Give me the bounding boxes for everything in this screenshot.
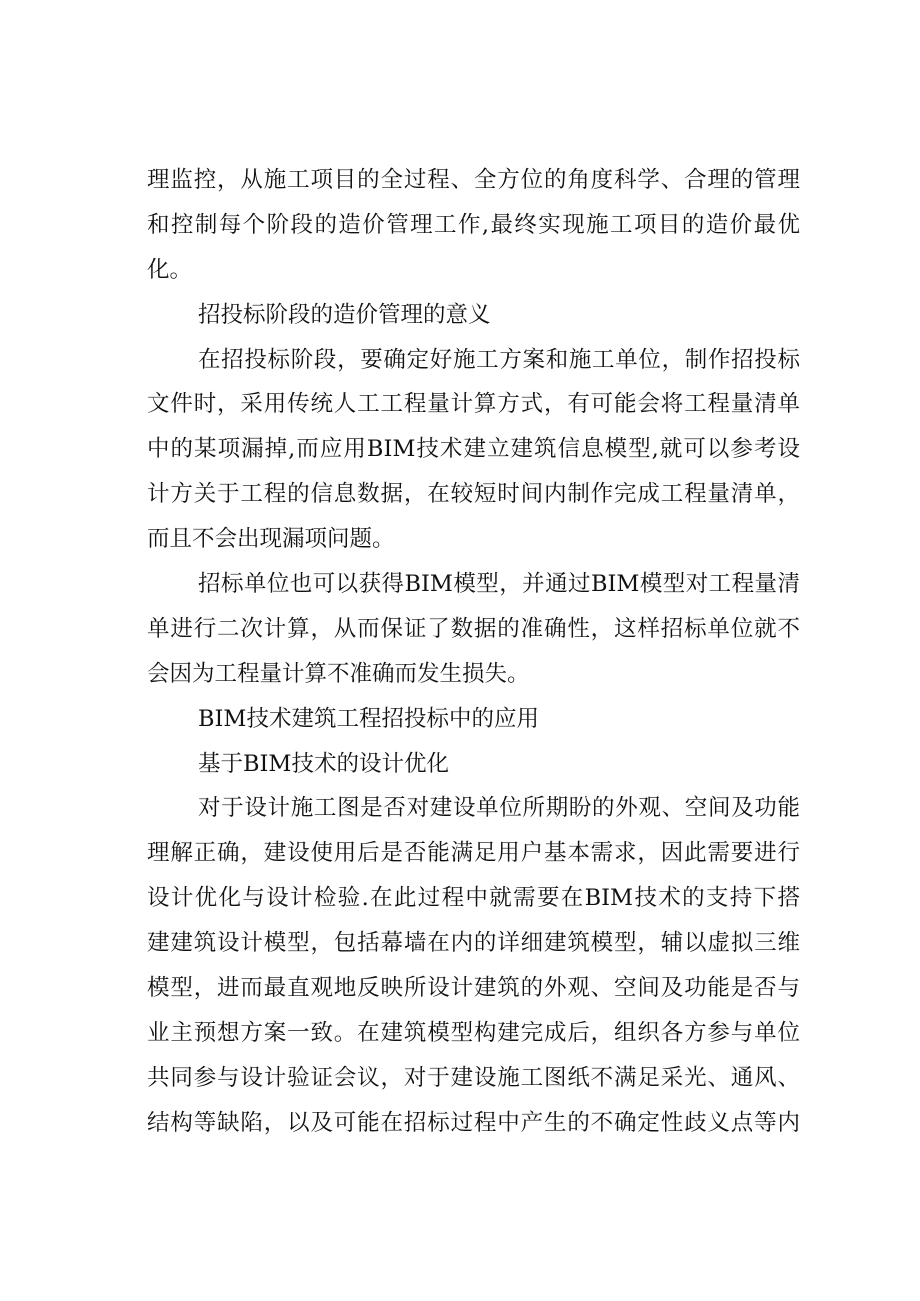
text-line: 业主预想方案一致。在建筑模型构建完成后，组织各方参与单位 bbox=[147, 1019, 800, 1046]
text-line: 理解正确，建设使用后是否能满足用户基本需求，因此需要进行 bbox=[147, 840, 800, 867]
section-heading bbox=[147, 742, 800, 787]
paragraph bbox=[147, 158, 800, 293]
text-line: 共同参与设计验证会议，对于建设施工图纸不满足采光、通风、 bbox=[147, 1064, 800, 1091]
text-line: 招标单位也可以获得BIM模型，并通过BIM模型对工程量清 bbox=[198, 571, 800, 598]
paragraph bbox=[147, 338, 800, 562]
text-line: 设计优化与设计检验.在此过程中就需要在BIM技术的支持下搭 bbox=[147, 885, 800, 912]
text-line: 文件时，采用传统人工工程量计算方式，有可能会将工程量清单 bbox=[147, 391, 800, 418]
heading-text: BIM技术建筑工程招投标中的应用 bbox=[198, 705, 539, 732]
heading-text: 招投标阶段的造价管理的意义 bbox=[198, 301, 491, 328]
text-line: 模型，进而最直观地反映所设计建筑的外观、空间及功能是否与 bbox=[147, 975, 800, 1002]
text-line: 建建筑设计模型，包括幕墙在内的详细建筑模型，辅以虚拟三维 bbox=[147, 930, 800, 957]
heading-text: 基于BIM技术的设计优化 bbox=[198, 750, 449, 777]
document-page bbox=[147, 158, 800, 1146]
text-line: 和控制每个阶段的造价管理工作,最终实现施工项目的造价最优 bbox=[147, 211, 800, 238]
text-line: 理监控，从施工项目的全过程、全方位的角度科学、合理的管理 bbox=[147, 167, 800, 193]
text-line: 中的某项漏掉,而应用BIM技术建立建筑信息模型,就可以参考设 bbox=[147, 436, 800, 463]
section-heading bbox=[147, 697, 800, 742]
paragraph bbox=[147, 562, 800, 697]
text-line: 结构等缺陷，以及可能在招标过程中产生的不确定性歧义点等内 bbox=[147, 1109, 800, 1136]
text-line: 而且不会出现漏项问题。 bbox=[147, 526, 395, 553]
text-line: 对于设计施工图是否对建设单位所期盼的外观、空间及功能 bbox=[198, 795, 800, 822]
section-heading bbox=[147, 293, 800, 338]
text-line: 在招投标阶段，要确定好施工方案和施工单位，制作招投标 bbox=[198, 346, 800, 373]
text-line: 会因为工程量计算不准确而发生损失。 bbox=[147, 660, 530, 687]
paragraph bbox=[147, 786, 800, 1145]
text-line: 化。 bbox=[147, 256, 193, 283]
text-line: 单进行二次计算，从而保证了数据的准确性，这样招标单位就不 bbox=[147, 615, 800, 642]
text-line: 计方关于工程的信息数据，在较短时间内制作完成工程量清单， bbox=[147, 481, 800, 508]
